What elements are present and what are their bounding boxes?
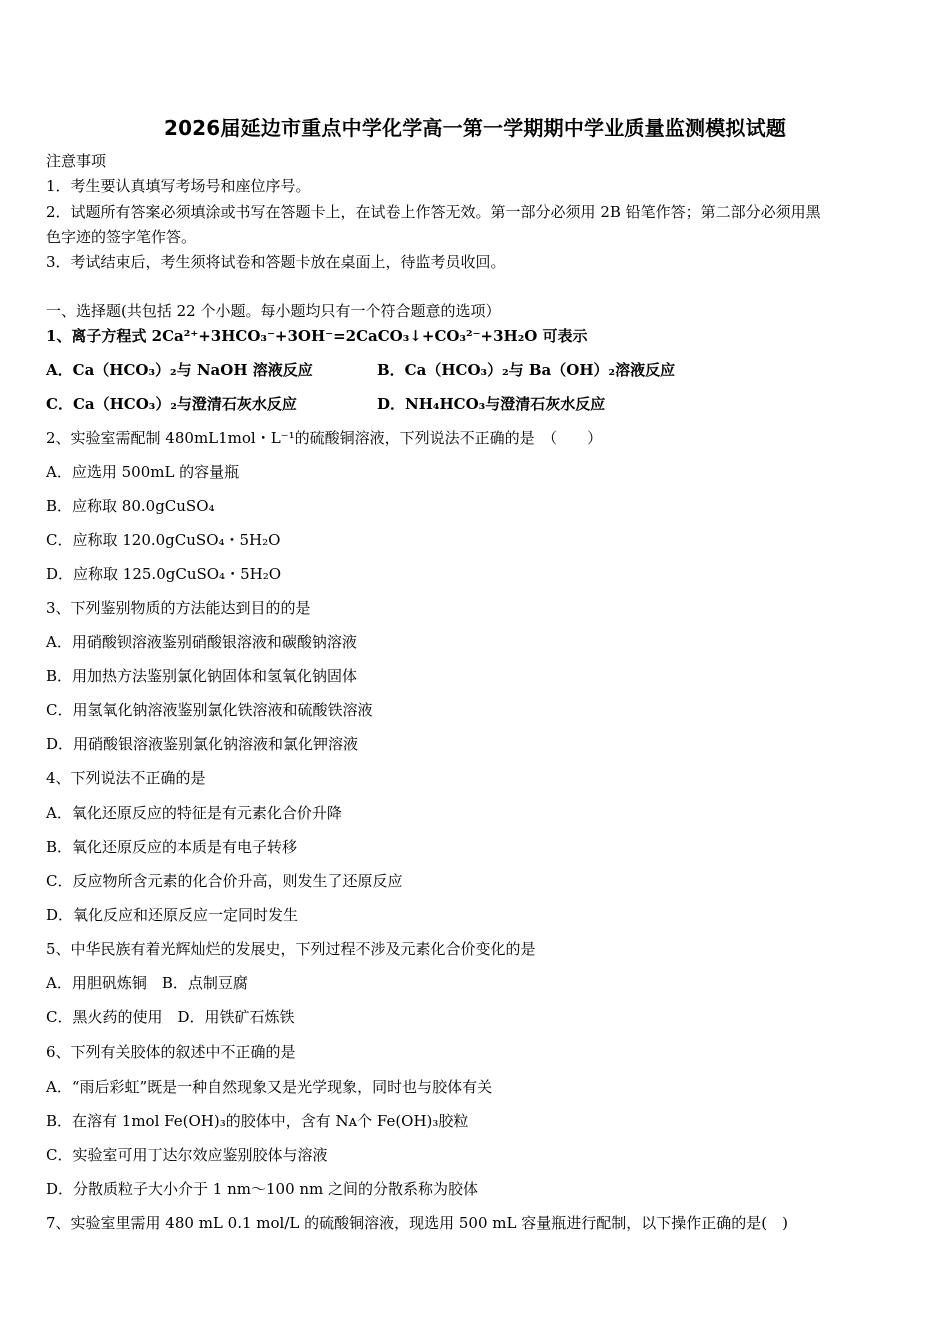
question-4-option-d: D．氧化反应和还原反应一定同时发生	[46, 906, 299, 924]
question-6-option-a: A．“雨后彩虹”既是一种自然现象又是光学现象，同时也与胶体有关	[46, 1078, 493, 1096]
question-4-option-c: C．反应物所含元素的化合价升高，则发生了还原反应	[46, 872, 403, 890]
notice-item-3: 3．考试结束后，考生须将试卷和答题卡放在桌面上，待监考员收回。	[46, 253, 506, 271]
question-5-options-row-2: C．黑火药的使用 D．用铁矿石炼铁	[46, 1008, 295, 1026]
question-7-stem: 7、实验室里需用 480 mL 0.1 mol/L 的硫酸铜溶液，现选用 500 mL 容量瓶进行配制，以下操作正确的是( )	[46, 1214, 788, 1232]
question-3-option-c: C．用氢氧化钠溶液鉴别氯化铁溶液和硫酸铁溶液	[46, 701, 373, 719]
question-6-stem: 6、下列有关胶体的叙述中不正确的是	[46, 1043, 296, 1061]
question-1-option-a: A．Ca（HCO₃）₂与 NaOH 溶液反应	[46, 361, 313, 379]
notice-heading: 注意事项	[46, 152, 107, 170]
question-5-options-row-1: A．用胆矾炼铜 B．点制豆腐	[46, 974, 248, 992]
question-1-option-c: C．Ca（HCO₃）₂与澄清石灰水反应	[46, 395, 297, 413]
section-heading: 一、选择题(共包括 22 个小题。每小题均只有一个符合题意的选项）	[46, 302, 501, 320]
notice-item-1: 1．考生要认真填写考场号和座位序号。	[46, 177, 311, 195]
question-2-option-b: B．应称取 80.0gCuSO₄	[46, 497, 215, 515]
question-1-options-row-2	[46, 394, 605, 414]
exam-title: 2026届延边市重点中学化学高一第一学期期中学业质量监测模拟试题	[163, 116, 787, 140]
question-4-option-b: B．氧化还原反应的本质是有电子转移	[46, 838, 298, 856]
notice-item-2-line-1: 2．试题所有答案必须填涂或书写在答题卡上，在试卷上作答无效。第一部分必须用 2B 铅笔作答；第二部分必须用黑	[46, 203, 821, 221]
question-1-option-b: B．Ca（HCO₃）₂与 Ba（OH）₂溶液反应	[377, 361, 676, 379]
notice-item-2-line-2: 色字迹的签字笔作答。	[46, 228, 197, 246]
question-2-option-a: A．应选用 500mL 的容量瓶	[46, 463, 240, 481]
question-1-option-d: D．NH₄HCO₃与澄清石灰水反应	[377, 395, 606, 413]
question-5-stem: 5、中华民族有着光辉灿烂的发展史，下列过程不涉及元素化合价变化的是	[46, 940, 536, 958]
question-6-option-c: C．实验室可用丁达尔效应鉴别胶体与溶液	[46, 1146, 328, 1164]
question-1-stem: 1、离子方程式 2Ca²⁺+3HCO₃⁻+3OH⁻=2CaCO₃↓+CO₃²⁻+3H₂O 可表示	[46, 327, 588, 345]
question-2-stem: 2、实验室需配制 480mL1mol・L⁻¹的硫酸铜溶液，下列说法不正确的是 （ ）	[46, 429, 603, 447]
question-6-option-b: B．在溶有 1mol Fe(OH)₃的胶体中，含有 Nᴀ个 Fe(OH)₃胶粒	[46, 1112, 469, 1130]
question-4-stem: 4、下列说法不正确的是	[46, 769, 206, 787]
question-4-option-a: A．氧化还原反应的特征是有元素化合价升降	[46, 804, 342, 822]
question-6-option-d: D．分散质粒子大小介于 1 nm～100 nm 之间的分散系称为胶体	[46, 1180, 479, 1198]
question-3-option-d: D．用硝酸银溶液鉴别氯化钠溶液和氯化钾溶液	[46, 735, 359, 753]
question-3-option-a: A．用硝酸钡溶液鉴别硝酸银溶液和碳酸钠溶液	[46, 633, 357, 651]
question-3-option-b: B．用加热方法鉴别氯化钠固体和氢氧化钠固体	[46, 667, 358, 685]
question-2-option-c: C．应称取 120.0gCuSO₄・5H₂O	[46, 531, 281, 549]
question-1-options-row-1	[46, 360, 675, 380]
question-2-option-d: D．应称取 125.0gCuSO₄・5H₂O	[46, 565, 281, 583]
question-3-stem: 3、下列鉴别物质的方法能达到目的的是	[46, 599, 311, 617]
